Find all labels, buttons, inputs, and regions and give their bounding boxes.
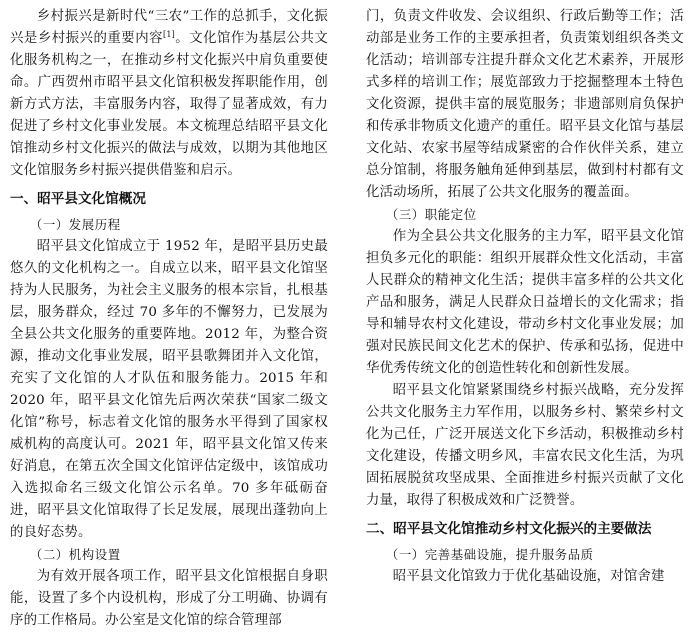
subheading-infrastructure: （一）完善基础设施，提升服务品质 bbox=[385, 547, 594, 562]
right-column bbox=[366, 6, 684, 588]
organization-paragraph-continued: 门，负责文件收发、会议组织、行政后勤等工作；活动部是业务工作的主要承担者，负责策划组织各类文化活动；培训部专注提升群众文化艺术素养，开展形式多样的培训工作；展览部致力于挖掘整理本土特色文化资源，提供丰富的展览服务；非遗部则肩负保护和传承非物质文化遗产的重任。昭平县文化馆与基层文化站、农家书屋等结成紧密的合作伙伴关系，建立总分馆制，将服务触角延伸到基层，做到村村都有文化活动场所，拓展了公共文化服务的覆盖面。 bbox=[366, 9, 684, 200]
intro-text-part1: 乡村振兴是新时代“三农”工作的总抓手，文化振兴是乡村振兴的重要内容 bbox=[10, 9, 328, 46]
section-heading-overview: 一、昭平县文化馆概况 bbox=[10, 191, 146, 207]
intro-paragraph bbox=[10, 6, 328, 182]
left-column bbox=[10, 6, 328, 632]
history-paragraph: 昭平县文化馆成立于 1952 年，是昭平县历史最悠久的文化机构之一。自成立以来，昭平县文化馆坚持为人民服务，为社会主义服务的根本宗旨，扎根基层，服务群众，经过 70 多年的不懈努力，已发展为全县公共文化服务的重要阵地。2012 年，为整合资源，推动文化事业发展，昭平县歌舞团并入文化馆，充实了文化馆的人才队伍和服务能力。2015 年和 2020 年，昭平县文化馆先后两次荣获“国家二级文化馆”称号，标志着文化馆的服务水平得到了国家权威机构的高度认可。2021 年，昭平县文化馆又传来好消息，在第五次全国文化馆评估定级中，该馆成功入选拟命名三级文化馆公示名单。70 多年砥砺奋进，昭平县文化馆取得了长足发展，展现出蓬勃向上的良好态势。 bbox=[10, 239, 328, 540]
functions-paragraph: 作为全县公共文化服务的主力军，昭平县文化馆担负多元化的职能：组织开展群众性文化活动，丰富人民群众的精神文化生活；提供丰富多样的公共文化产品和服务，满足人民群众日益增长的文化需求；指导和辅导农村文化建设，带动乡村文化事业发展；加强对民族民间文化艺术的保护、传承和弘扬，促进中华优秀传统文化的创造性转化和创新性发展。 bbox=[366, 229, 684, 376]
citation-ref: [1] bbox=[163, 30, 175, 39]
subheading-history: （一）发展历程 bbox=[29, 217, 121, 232]
section-heading-practices: 二、昭平县文化馆推动乡村文化振兴的主要做法 bbox=[366, 521, 652, 537]
strategy-paragraph: 昭平县文化馆紧紧围绕乡村振兴战略，充分发挥公共文化服务主力军作用，以服务乡村、繁荣乡村文化为己任，广泛开展送文化下乡活动，积极推动乡村文化建设，传播文明乡风，丰富农民文化生活，为巩固拓展脱贫攻坚成果、全面推进乡村振兴贡献了文化力量，取得了积极成效和广泛赞誉。 bbox=[366, 383, 684, 508]
subheading-functions: （三）职能定位 bbox=[385, 207, 477, 222]
organization-paragraph: 为有效开展各项工作，昭平县文化馆根据自身职能，设置了多个内设机构，形成了分工明确、协调有序的工作格局。办公室是文化馆的综合管理部 bbox=[10, 569, 328, 628]
intro-text-part2: 。文化馆作为基层公共文化服务机构之一，在推动乡村文化振兴中肩负重要使命。广西贺州市昭平县文化馆积极发挥职能作用，创新方式方法，丰富服务内容，取得了显著成效，有力促进了乡村文化事业发展。本文梳理总结昭平县文化馆推动乡村文化振兴的做法与成效，以期为其他地区文化馆服务乡村振兴提供借鉴和启示。 bbox=[10, 31, 328, 178]
infrastructure-paragraph: 昭平县文化馆致力于优化基础设施，对馆舍建 bbox=[392, 569, 665, 584]
subheading-organization: （二）机构设置 bbox=[29, 547, 121, 562]
